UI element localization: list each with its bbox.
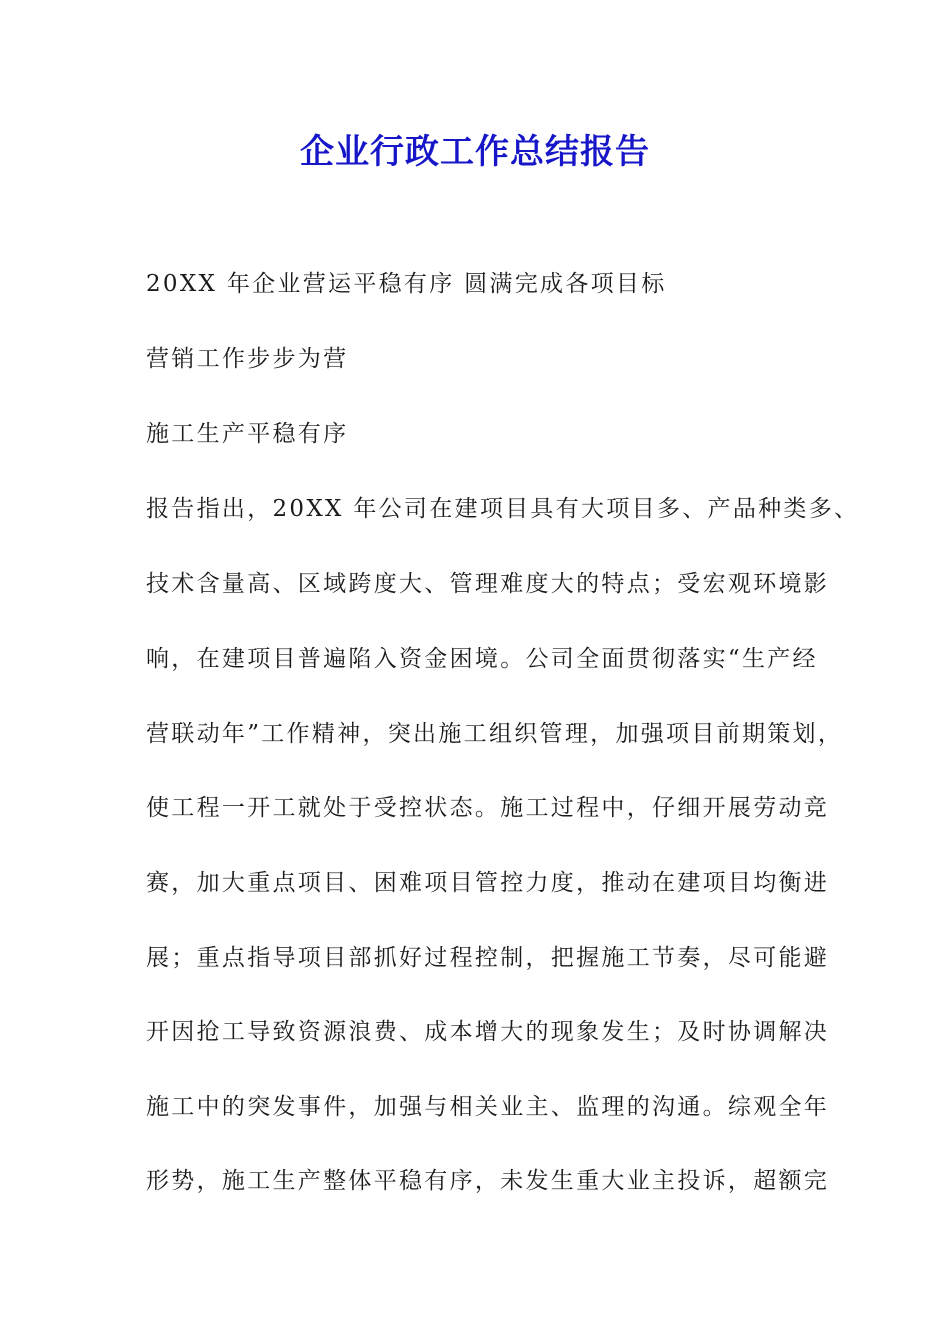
body-line-3: 响，在建项目普遍陷入资金困境。公司全面贯彻落实“生产经 xyxy=(146,646,818,672)
document-title: 企业行政工作总结报告 xyxy=(300,132,650,172)
body-line-1: 报告指出，20XX 年公司在建项目具有大项目多、产品种类多、 xyxy=(146,496,860,522)
body-line-8: 开因抢工导致资源浪费、成本增大的现象发生；及时协调解决 xyxy=(146,1019,830,1045)
section-heading-1: 20XX 年企业营运平稳有序 圆满完成各项目标 xyxy=(146,271,667,297)
body-line-9: 施工中的突发事件，加强与相关业主、监理的沟通。综观全年 xyxy=(146,1094,830,1120)
body-line-4: 营联动年”工作精神，突出施工组织管理，加强项目前期策划， xyxy=(146,721,844,747)
section-heading-3: 施工生产平稳有序 xyxy=(146,421,349,447)
body-line-5: 使工程一开工就处于受控状态。施工过程中，仔细开展劳动竞 xyxy=(146,795,830,821)
body-line-2: 技术含量高、区域跨度大、管理难度大的特点；受宏观环境影 xyxy=(146,571,830,597)
body-line-6: 赛，加大重点项目、困难项目管控力度，推动在建项目均衡进 xyxy=(146,870,830,896)
body-line-10: 形势，施工生产整体平稳有序，未发生重大业主投诉，超额完 xyxy=(146,1168,830,1194)
section-heading-2: 营销工作步步为营 xyxy=(146,346,349,372)
body-line-7: 展；重点指导项目部抓好过程控制，把握施工节奏，尽可能避 xyxy=(146,945,830,971)
